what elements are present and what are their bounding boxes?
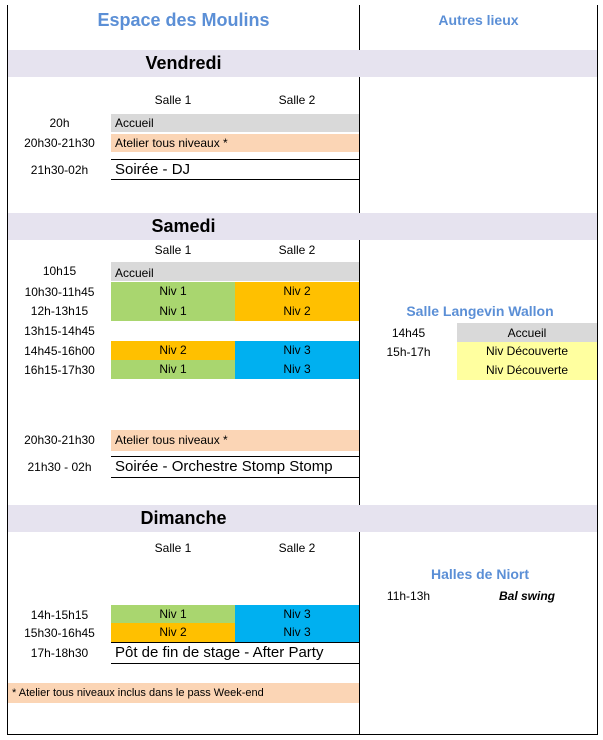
dimanche-pot: Pôt de fin de stage - After Party <box>111 642 359 664</box>
samedi-slot: Niv 2 <box>111 341 235 360</box>
langevin-decouverte: Niv Découverte <box>457 361 597 380</box>
venue-langevin-wallon: Salle Langevin Wallon <box>406 303 554 319</box>
vendredi-atelier: Atelier tous niveaux * <box>111 134 359 152</box>
left-header: Espace des Moulins <box>97 10 270 30</box>
samedi-slot: Niv 2 <box>235 282 359 301</box>
vendredi-accueil: Accueil <box>111 114 359 132</box>
footnote: * Atelier tous niveaux inclus dans le pass Week-end <box>8 683 359 703</box>
venue-halles-de-niort: Halles de Niort <box>430 566 530 582</box>
samedi-slot: Niv 2 <box>235 301 359 321</box>
time-label: 13h15-14h45 <box>24 324 95 338</box>
frame-bottom <box>7 734 598 735</box>
time-label: 20h30-21h30 <box>24 433 95 447</box>
samedi-accueil: Accueil <box>111 262 359 281</box>
time-label: 21h30 - 02h <box>27 460 92 474</box>
time-label: 15h30-16h45 <box>24 626 95 640</box>
samedi-slot: Niv 1 <box>111 360 235 379</box>
samedi-slot: Niv 3 <box>235 341 359 360</box>
time-label: 14h45-16h00 <box>24 344 95 358</box>
time-label: 17h-18h30 <box>30 646 89 660</box>
time-label: 10h30-11h45 <box>24 285 95 299</box>
samedi-slot: Niv 1 <box>111 282 235 301</box>
dimanche-title: Dimanche <box>140 508 227 528</box>
samedi-soiree: Soirée - Orchestre Stomp Stomp <box>111 456 359 478</box>
langevin-decouverte: Niv Découverte <box>457 342 597 361</box>
time-label: 12h-13h15 <box>30 304 89 318</box>
dimanche-slot: Niv 3 <box>235 605 359 623</box>
frame-right <box>597 5 598 735</box>
langevin-accueil: Accueil <box>457 323 597 342</box>
time-label: 10h15 <box>42 264 77 278</box>
time-label: 14h45 <box>391 326 426 340</box>
col-salle1: Salle 1 <box>154 93 192 107</box>
col-salle2: Salle 2 <box>278 541 316 555</box>
col-salle2: Salle 2 <box>278 93 316 107</box>
col-salle1: Salle 1 <box>154 541 192 555</box>
dimanche-slot: Niv 1 <box>111 605 235 623</box>
time-label: 20h <box>49 116 70 130</box>
samedi-atelier: Atelier tous niveaux * <box>111 430 359 451</box>
col-salle2: Salle 2 <box>278 243 316 257</box>
samedi-slot: Niv 3 <box>235 360 359 379</box>
col-salle1: Salle 1 <box>154 243 192 257</box>
frame-divider <box>359 5 360 735</box>
samedi-slot: Niv 1 <box>111 301 235 321</box>
time-label: 20h30-21h30 <box>24 136 95 150</box>
dimanche-slot: Niv 2 <box>111 623 235 642</box>
bal-swing-label: Bal swing <box>498 589 555 603</box>
dimanche-slot: Niv 3 <box>235 623 359 642</box>
vendredi-soiree: Soirée - DJ <box>111 159 359 180</box>
samedi-title: Samedi <box>151 216 216 236</box>
time-label: 21h30-02h <box>30 163 89 177</box>
right-header: Autres lieux <box>438 12 519 28</box>
time-label: 11h-13h <box>386 589 431 603</box>
time-label: 16h15-17h30 <box>24 363 95 377</box>
time-label: 15h-17h <box>386 345 431 359</box>
time-label: 14h-15h15 <box>30 608 89 622</box>
vendredi-title: Vendredi <box>145 53 222 73</box>
